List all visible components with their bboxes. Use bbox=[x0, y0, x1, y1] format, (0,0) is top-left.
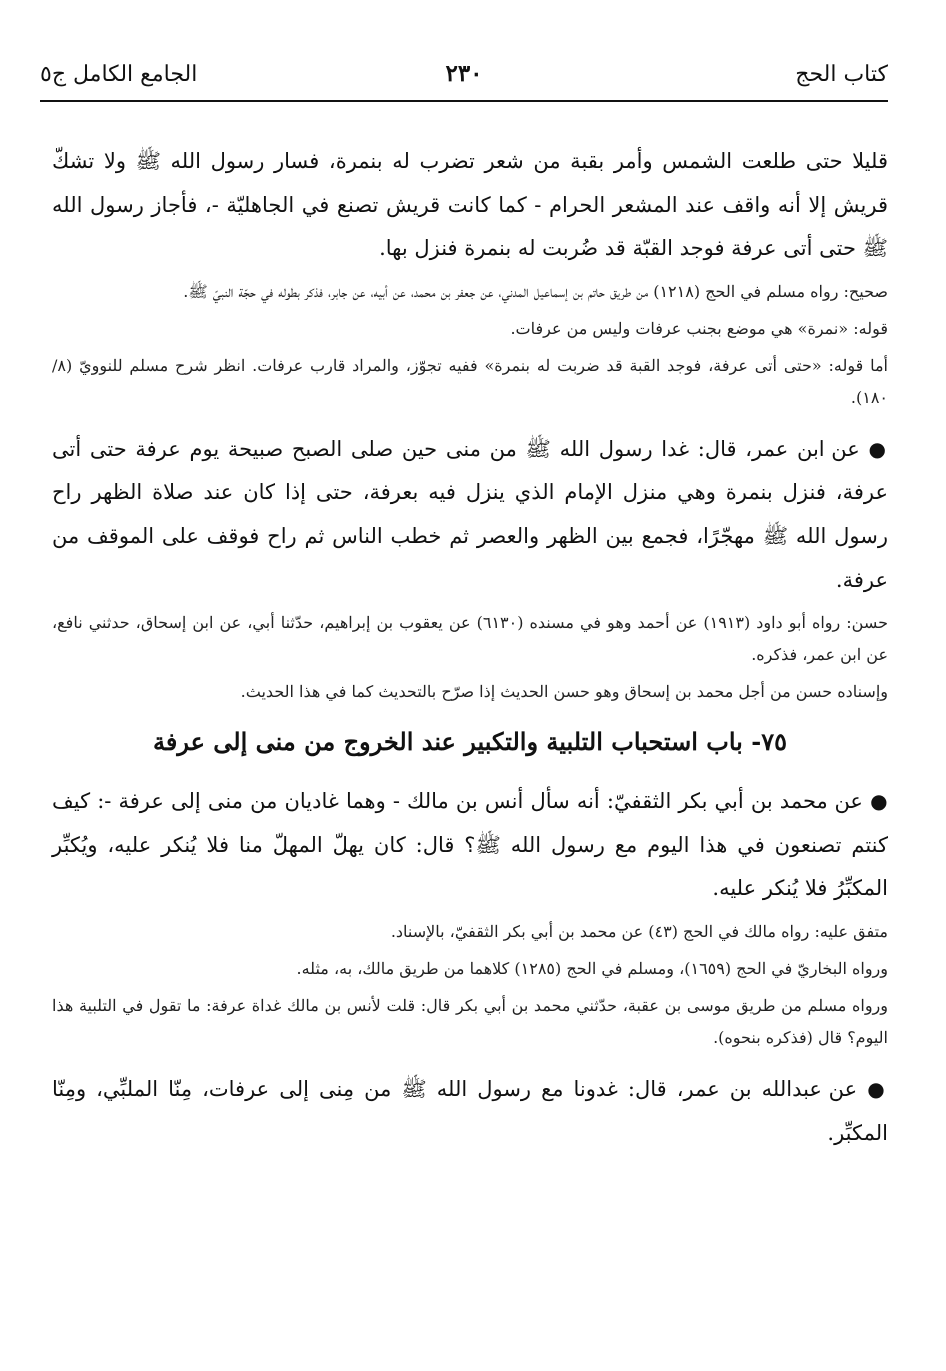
commentary-note bbox=[52, 676, 888, 708]
page-header bbox=[40, 58, 888, 98]
header-divider bbox=[40, 100, 888, 102]
hadith-abdullah-text: عن عبدالله بن عمر، قال: غدونا مع رسول الله ﷺ من مِنى إلى عرفات، مِنّا الملبِّي، ومِنّا المكبِّر. bbox=[52, 1076, 888, 1145]
commentary-note bbox=[52, 350, 888, 414]
volume-title: الجامع الكامل ج٥ bbox=[40, 62, 198, 87]
hadith-ibn-umar bbox=[52, 428, 888, 602]
commentary-note-text: ورواه مسلم من طريق موسى بن عقبة، حدّثني محمد بن أبي بكر قال: قلت لأنس بن مالك غداة عرفة: ما تقول في التلبية هذا اليوم؟ قال (فذكره بنحوه). bbox=[52, 995, 888, 1047]
grading-note bbox=[52, 607, 888, 671]
hadith-thaqafi-text: عن محمد بن أبي بكر الثقفيّ: أنه سأل أنس بن مالك - وهما غاديان من منى إلى عرفة -: كيف كنتم تصنعون في هذا اليوم مع رسول الله ﷺ؟ قال: كان يهلّ المهلّ منا فلا يُنكر عليه، ويُكبِّر المكبِّرُ فلا يُنكر عليه. bbox=[52, 789, 888, 901]
page-number: ٢٣٠ bbox=[445, 60, 483, 87]
grading-note-text: صحيح: رواه مسلم في الحج (١٢١٨) من طريق حاتم بن إسماعيل المدني، عن جعفر بن محمد، عن أبيه، عن جابر، فذكر بطوله في حجّة النبيّ ﷺ. bbox=[183, 281, 888, 301]
hadith-continuation-text: قليلا حتى طلعت الشمس وأمر بقبة من شعر تضرب له بنمرة، فسار رسول الله ﷺ ولا تشكّ قريش إلا أنه واقف عند المشعر الحرام - كما كانت قريش تصنع في الجاهليّة -، فأجاز رسول الله ﷺ حتى أتى عرفة فوجد القبّة قد ضُربت له بنمرة فنزل بها. bbox=[52, 149, 888, 261]
bullet-icon: ● bbox=[870, 789, 888, 814]
chapter-title bbox=[52, 718, 888, 766]
chapter-title-text: ٧٥- باب استحباب التلبية والتكبير عند الخروج من منى إلى عرفة bbox=[153, 727, 787, 757]
hadith-ibn-umar-text: عن ابن عمر، قال: غدا رسول الله ﷺ من منى حين صلى الصبح صبيحة يوم عرفة حتى أتى عرفة، فنزل بنمرة وهي منزل الإمام الذي ينزل فيه بعرفة، حتى إذا كان عند صلاة الظهر راح رسول الله ﷺ مهجّرًا، فجمع بين الظهر والعصر ثم خطب الناس ثم راح فوقف على الموقف من عرفة. bbox=[52, 436, 888, 592]
commentary-note-text: أما قوله: «حتى أتى عرفة، فوجد القبة قد ضربت له بنمرة» ففيه تجوّز، والمراد قارب عرفات. انظر شرح مسلم للنوويّ (٨/ ١٨٠). bbox=[52, 355, 888, 407]
grading-note bbox=[52, 276, 888, 308]
bullet-icon: ● bbox=[868, 436, 888, 461]
bullet-icon: ● bbox=[867, 1076, 888, 1101]
grading-note-text: متفق عليه: رواه مالك في الحج (٤٣) عن محمد بن أبي بكر الثقفيّ، بالإسناد. bbox=[390, 921, 888, 941]
hadith-abdullah bbox=[52, 1068, 888, 1155]
hadith-thaqafi bbox=[52, 780, 888, 911]
commentary-note bbox=[52, 990, 888, 1054]
commentary-note-text: قوله: «نمرة» هي موضع بجنب عرفات وليس من عرفات. bbox=[510, 318, 888, 338]
commentary-note-text: وإسناده حسن من أجل محمد بن إسحاق وهو حسن الحديث إذا صرّح بالتحديث كما في هذا الحديث. bbox=[240, 682, 888, 702]
commentary-note-text: ورواه البخاريّ في الحج (١٦٥٩)، ومسلم في الحج (١٢٨٥) كلاهما من طريق مالك، به، مثله. bbox=[296, 958, 888, 978]
hadith-continuation bbox=[52, 140, 888, 271]
page-content bbox=[52, 140, 888, 1155]
grading-note bbox=[52, 916, 888, 948]
commentary-note bbox=[52, 953, 888, 985]
grading-note-text: حسن: رواه أبو داود (١٩١٣) عن أحمد وهو في مسنده (٦١٣٠) عن يعقوب بن إبراهيم، حدّثنا أبي، عن ابن إسحاق، حدثني نافع، عن ابن عمر، فذكره. bbox=[52, 613, 889, 665]
commentary-note bbox=[52, 313, 888, 345]
book-title: كتاب الحج bbox=[795, 62, 888, 87]
